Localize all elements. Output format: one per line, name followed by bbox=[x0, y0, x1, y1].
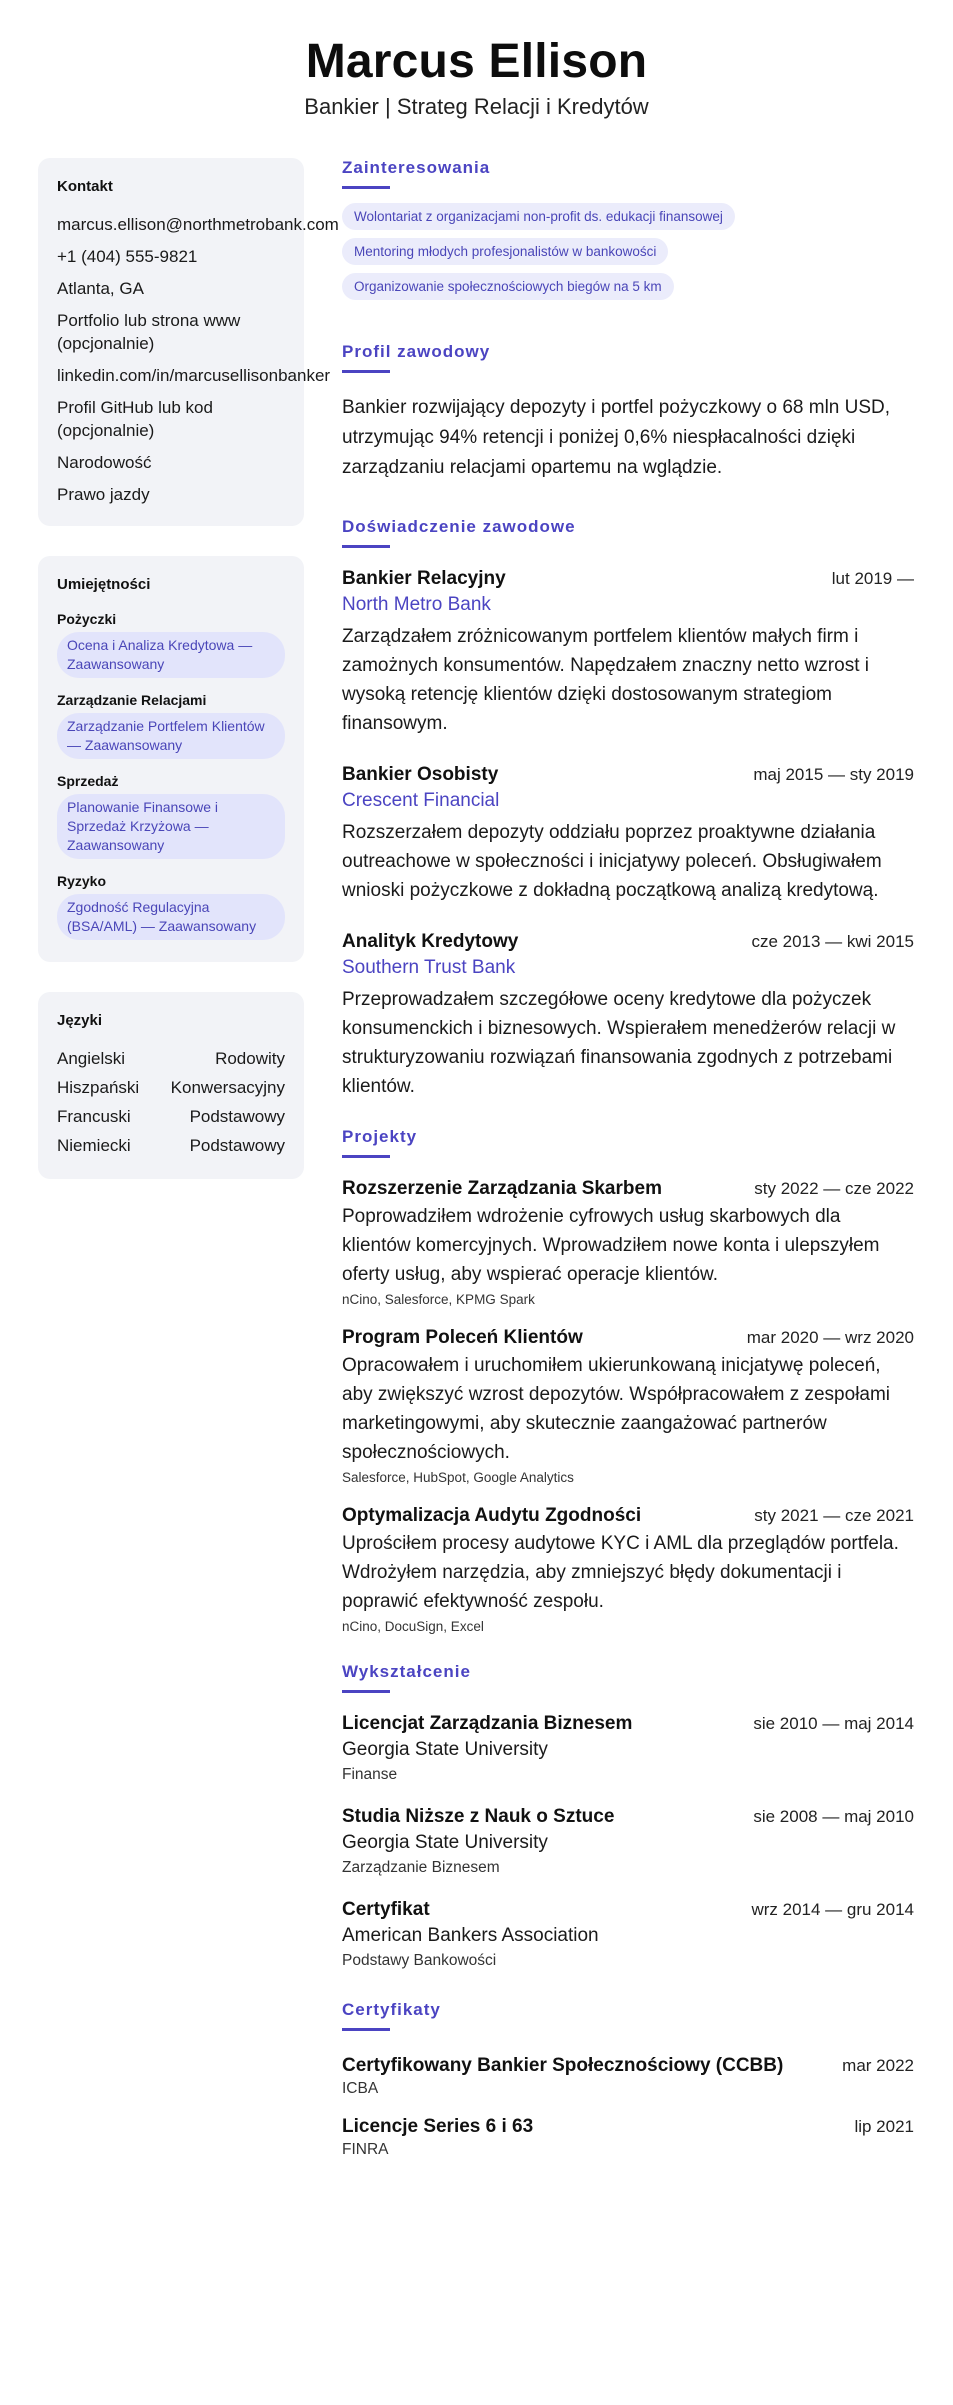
job-description: Zarządzałem zróżnicowanym portfelem klientów małych firm i zamożnych konsumentów. Napędzałem znaczny netto wzrost i wysoką retencję klientów dzięki dostosowanym strategiom finansowym. bbox=[342, 626, 869, 734]
certification-entry bbox=[342, 2055, 914, 2098]
skill-category: Pożyczki bbox=[57, 611, 117, 627]
project-description: Opracowałem i uruchomiłem ukierunkowaną inicjatywę poleceń, aby zwiększyć wzrost depozytów. Współpracowałem z zespołami marketingowymi, aby skutecznie zaangażować partnerów społecznościowych. bbox=[342, 1355, 891, 1463]
language-name: Hiszpański bbox=[57, 1078, 140, 1097]
projects-section bbox=[342, 1127, 914, 1634]
project-dates: mar 2020 — wrz 2020 bbox=[746, 1328, 914, 1347]
project-tech: nCino, Salesforce, KPMG Spark bbox=[342, 1292, 535, 1307]
project-entry bbox=[342, 1178, 914, 1307]
education-section bbox=[342, 1662, 914, 1970]
section-underline bbox=[342, 370, 390, 373]
job-title: Bankier Osobisty bbox=[342, 764, 499, 785]
skill-category: Sprzedaż bbox=[57, 773, 119, 789]
language-level: Rodowity bbox=[215, 1049, 285, 1068]
project-tech: Salesforce, HubSpot, Google Analytics bbox=[342, 1470, 574, 1485]
field-of-study: Podstawy Bankowości bbox=[342, 1952, 497, 1969]
language-level: Podstawowy bbox=[189, 1107, 285, 1126]
section-title: Profil zawodowy bbox=[342, 342, 491, 361]
contact-email[interactable]: marcus.ellison@northmetrobank.com bbox=[57, 215, 339, 234]
education-dates: wrz 2014 — gru 2014 bbox=[751, 1900, 914, 1919]
education-entry bbox=[342, 1899, 914, 1970]
field-of-study: Finanse bbox=[342, 1766, 398, 1783]
certification-issuer: ICBA bbox=[342, 2080, 379, 2097]
language-level: Podstawowy bbox=[189, 1136, 285, 1155]
contact-driving-license: Prawo jazdy bbox=[57, 485, 150, 504]
section-underline bbox=[342, 186, 390, 189]
education-dates: sie 2010 — maj 2014 bbox=[753, 1714, 914, 1733]
languages-card bbox=[38, 992, 304, 1179]
project-description: Uprościłem procesy audytowe KYC i AML dla przeglądów portfela. Wdrożyłem narzędzia, aby zmniejszyć błędy dokumentacji i poprawić efektywność zespołu. bbox=[342, 1533, 899, 1612]
degree-name: Certyfikat bbox=[342, 1899, 430, 1920]
job-title: Analityk Kredytowy bbox=[342, 931, 519, 952]
contact-title: Kontakt bbox=[57, 178, 113, 195]
school-name: Georgia State University bbox=[342, 1832, 548, 1853]
experience-entry bbox=[342, 764, 914, 905]
project-tech: nCino, DocuSign, Excel bbox=[342, 1619, 484, 1634]
job-dates: maj 2015 — sty 2019 bbox=[753, 765, 914, 784]
language-row bbox=[57, 1134, 285, 1157]
company-name: Crescent Financial bbox=[342, 790, 500, 811]
section-title: Projekty bbox=[342, 1127, 418, 1146]
contact-github: Profil GitHub lub kod (opcjonalnie) bbox=[57, 398, 213, 440]
certification-name: Certyfikowany Bankier Społecznościowy (CCBB) bbox=[342, 2055, 784, 2076]
project-dates: sty 2022 — cze 2022 bbox=[754, 1179, 914, 1198]
section-title: Doświadczenie zawodowe bbox=[342, 517, 576, 536]
section-underline bbox=[342, 1155, 390, 1158]
skills-title: Umiejętności bbox=[57, 576, 151, 593]
skill-pill: Planowanie Finansowe i Sprzedaż Krzyżowa — Zaawansowany bbox=[57, 794, 285, 859]
job-title: Bankier Relacyjny bbox=[342, 568, 506, 589]
language-name: Francuski bbox=[57, 1107, 131, 1126]
job-description: Rozszerzałem depozyty oddziału poprzez proaktywne działania outreachowe w społeczności i inicjatywy poleceń. Obsługiwałem wnioski pożyczkowe z dokładną początkową analizą kredytową. bbox=[342, 822, 882, 901]
project-name: Rozszerzenie Zarządzania Skarbem bbox=[342, 1178, 662, 1199]
section-title: Zainteresowania bbox=[342, 158, 491, 177]
project-entry bbox=[342, 1327, 914, 1485]
education-entry bbox=[342, 1713, 914, 1784]
skills-card bbox=[38, 556, 304, 962]
project-name: Program Poleceń Klientów bbox=[342, 1327, 583, 1348]
sidebar bbox=[38, 158, 339, 1209]
school-name: American Bankers Association bbox=[342, 1925, 599, 1946]
contact-nationality: Narodowość bbox=[57, 453, 152, 472]
skill-pill: Zgodność Regulacyjna (BSA/AML) — Zaawansowany bbox=[57, 894, 285, 940]
experience-section bbox=[342, 517, 914, 1101]
education-dates: sie 2008 — maj 2010 bbox=[753, 1807, 914, 1826]
certifications-section bbox=[342, 2000, 914, 2159]
contact-portfolio: Portfolio lub strona www (opcjonalnie) bbox=[57, 311, 241, 353]
contact-card bbox=[38, 158, 339, 526]
project-description: Poprowadziłem wdrożenie cyfrowych usług skarbowych dla klientów komercyjnych. Wprowadziłem nowe konta i ulepszyłem oferty usług, aby wspierać operacje klientów. bbox=[342, 1206, 880, 1285]
interest-tag: Mentoring młodych profesjonalistów w bankowości bbox=[342, 238, 668, 265]
resume-header bbox=[0, 32, 953, 120]
candidate-name: Marcus Ellison bbox=[305, 35, 648, 88]
profile-section bbox=[342, 342, 914, 483]
skill-group bbox=[57, 692, 285, 759]
interests-section bbox=[342, 158, 914, 308]
job-description: Przeprowadzałem szczegółowe oceny kredytowe dla pożyczek konsumenckich i biznesowych. Wspierałem menedżerów relacji w strukturyzowaniu rozwiązań finansowania zgodnych z potrzebami klientów. bbox=[342, 989, 896, 1097]
project-name: Optymalizacja Audytu Zgodności bbox=[342, 1505, 642, 1526]
degree-name: Licencjat Zarządzania Biznesem bbox=[342, 1713, 633, 1734]
candidate-subtitle: Bankier | Strateg Relacji i Kredytów bbox=[304, 94, 649, 119]
profile-summary: Bankier rozwijający depozyty i portfel pożyczkowy o 68 mln USD, utrzymując 94% retencji i poniżej 0,6% niespłacalności dzięki zarządzaniu relacjami opartemu na wglądzie. bbox=[342, 397, 891, 478]
language-level: Konwersacyjny bbox=[170, 1078, 285, 1097]
language-name: Angielski bbox=[57, 1049, 126, 1068]
certification-date: mar 2022 bbox=[842, 2056, 914, 2075]
job-dates: lut 2019 — bbox=[831, 569, 914, 588]
company-name: North Metro Bank bbox=[342, 594, 491, 615]
contact-linkedin[interactable]: linkedin.com/in/marcusellisonbanker bbox=[57, 366, 331, 385]
section-title: Certyfikaty bbox=[342, 2000, 441, 2019]
interests-list bbox=[342, 203, 914, 308]
language-name: Niemiecki bbox=[57, 1136, 131, 1155]
certification-entry bbox=[342, 2116, 914, 2159]
main-column bbox=[342, 158, 914, 2177]
degree-name: Studia Niższe z Nauk o Sztuce bbox=[342, 1806, 615, 1827]
language-row bbox=[57, 1105, 285, 1128]
skill-pill: Ocena i Analiza Kredytowa — Zaawansowany bbox=[57, 632, 285, 678]
contact-location: Atlanta, GA bbox=[57, 279, 144, 298]
interest-tag: Organizowanie społecznościowych biegów na 5 km bbox=[342, 273, 674, 300]
section-underline bbox=[342, 2028, 390, 2031]
certification-name: Licencje Series 6 i 63 bbox=[342, 2116, 534, 2137]
experience-entry bbox=[342, 931, 914, 1101]
section-underline bbox=[342, 1690, 390, 1693]
interest-tag: Wolontariat z organizacjami non-profit ds. edukacji finansowej bbox=[342, 203, 735, 230]
contact-phone[interactable]: +1 (404) 555-9821 bbox=[57, 247, 198, 266]
languages-title: Języki bbox=[57, 1012, 103, 1029]
skill-category: Ryzyko bbox=[57, 873, 107, 889]
school-name: Georgia State University bbox=[342, 1739, 548, 1760]
section-title: Wykształcenie bbox=[342, 1662, 471, 1681]
certification-date: lip 2021 bbox=[854, 2117, 914, 2136]
skill-group bbox=[57, 873, 285, 940]
language-row bbox=[57, 1076, 285, 1099]
skill-pill: Zarządzanie Portfelem Klientów — Zaawansowany bbox=[57, 713, 285, 759]
education-entry bbox=[342, 1806, 914, 1877]
field-of-study: Zarządzanie Biznesem bbox=[342, 1859, 500, 1876]
language-row bbox=[57, 1047, 285, 1070]
skill-group bbox=[57, 773, 285, 859]
project-dates: sty 2021 — cze 2021 bbox=[754, 1506, 914, 1525]
job-dates: cze 2013 — kwi 2015 bbox=[751, 932, 914, 951]
experience-entry bbox=[342, 568, 914, 738]
skill-group bbox=[57, 611, 285, 678]
company-name: Southern Trust Bank bbox=[342, 957, 516, 978]
project-entry bbox=[342, 1505, 914, 1634]
section-underline bbox=[342, 545, 390, 548]
certification-issuer: FINRA bbox=[342, 2141, 389, 2158]
skill-category: Zarządzanie Relacjami bbox=[57, 692, 207, 708]
